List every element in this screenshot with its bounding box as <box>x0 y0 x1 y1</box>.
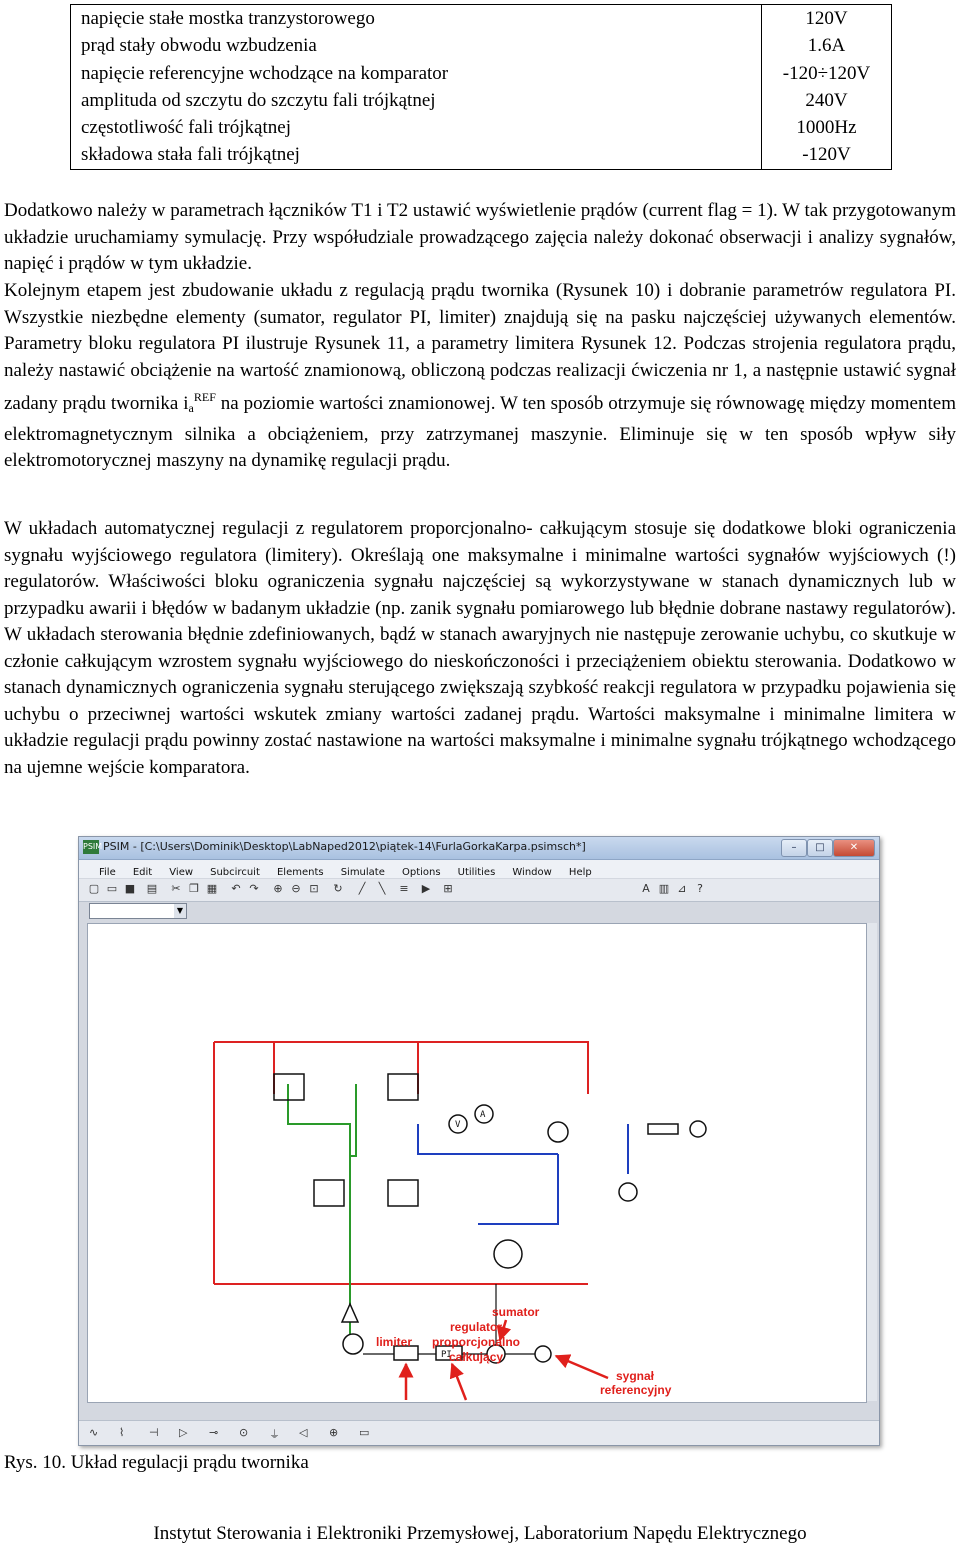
param-label: częstotliwość fali trójkątnej <box>81 117 291 139</box>
simview-icon[interactable]: ⊞ <box>443 882 453 895</box>
paragraph-current-flag: Dodatkowo należy w parametrach łączników T1 i T2 ustawić wyświetlenie prądów (current flag = 1). W tak przygotowanym układzie uruchamiamy symulację. Przy współudziale prowadzącego zajęcia należy dokonać obserwacji i analizy sygnałów, napięć i prądów w tym układzie. <box>4 200 956 274</box>
save-icon[interactable]: ■ <box>124 882 136 895</box>
print-icon[interactable]: ▤ <box>146 882 158 895</box>
param-label: napięcie stałe mostka tranzystorowego <box>81 8 375 29</box>
meter-v-label: V <box>455 1120 461 1130</box>
param-value: 1.6A <box>807 35 846 57</box>
menu-simulate[interactable]: Simulate <box>340 867 385 878</box>
inductor-icon[interactable]: ⌇ <box>119 1426 125 1439</box>
wire-icon[interactable]: ╱ <box>358 882 366 895</box>
chevron-down-icon[interactable]: ▼ <box>174 904 186 918</box>
pi-tool-icon[interactable]: ▭ <box>359 1426 370 1439</box>
superscript: REF <box>193 390 216 404</box>
new-file-icon[interactable]: ▢ <box>88 882 100 895</box>
undo-icon[interactable]: ↶ <box>231 882 241 895</box>
paragraph-text: na poziomie wartości znamionowej. W ten sposób otrzymuje się równowagę między momentem elektromagnetycznym silnika a obciążeniem, przy zatrzymanej maszynie. Eliminuje się w ten sposób wpływ siły elektromotorycznej maszyny na dynamikę regulacji prądu. <box>4 393 956 471</box>
switch-icon[interactable]: ⊸ <box>209 1426 219 1439</box>
page-footer: Instytut Sterowania i Elektroniki Przemysłowej, Laboratorium Napędu Elektrycznego <box>153 1523 807 1544</box>
annotation-signal-ref-1: sygnał <box>616 1369 655 1383</box>
figure-caption: Rys. 10. Układ regulacji prądu twornika <box>4 1452 309 1473</box>
menu-view[interactable]: View <box>169 867 194 878</box>
param-value: 120V <box>805 8 848 29</box>
diode-icon[interactable]: ▷ <box>179 1426 188 1439</box>
menu-subcircuit[interactable]: Subcircuit <box>210 867 260 878</box>
paragraph-limiters: W układach automatycznej regulacji z regulatorem proporcjonalno- całkującym stosuje się dodatkowe bloki ograniczenia sygnału wyjściowego regulatora (limitery). Określają one maksymalne i minimalne wartości sygnałów wyjściowych (!) regulatorów. Właściwości bloku ograniczenia sygnału najczęściej są wykorzystywane w stanach dynamicznych lub w przypadku awarii i błędów w badanym układzie (np. zanik sygnału pomiarowego lub błędnie dobrane nastawy regulatorów). W układach sterowania błędnie zdefiniowanych, bądź w stanach awaryjnych nie następuje zerowanie uchybu, co skutkuje w członie całkującym wzrostem sygnału wyjściowego do nieskończoności i przeciążeniem obiektu sterowania. Dodatkowo w stanach dynamicznych ograniczenia sygnału sterującego zwiększają szybkość reakcji regulatora w przypadku pojawienia się uchybu o przeciwnej wartości wskutek zmiany wartości zadanej prądu. Wartości maksymalne i minimalne limitera w układzie regulacji prądu powinny zostać nastawione na wartości maksymalne i minimalne sygnału trójkątnego wchodzącego na ujemne wejście komparatora. <box>4 518 956 778</box>
menu-options[interactable]: Options <box>401 867 441 878</box>
pi-block-label: PI <box>441 1350 452 1360</box>
annotation-regulator-1: regulator <box>450 1320 503 1334</box>
capacitor-icon[interactable]: ⊣ <box>149 1426 159 1439</box>
run-simulation-icon[interactable]: ▶ <box>421 882 431 895</box>
redo-icon[interactable]: ↷ <box>249 882 259 895</box>
psim-app-icon: PSIM <box>83 840 99 854</box>
paragraph-text: Kolejnym etapem jest zbudowanie układu z regulacją prądu twornika (Rysunek 10) i dobranie parametrów regulatora PI. Wszystkie niezbędne elementy (sumator, regulator PI, limiter) znajdują się na pasku najczęściej używanych elementów. Parametry bloku regulatora PI ilustruje Rysunek 11, a parametry limitera Rysunek 12. Podczas strojenia regulatora prądu, należy nastawić obciążenie na wartość znamionową, obliczoną podczas realizacji ćwiczenia nr 1, a następnie ustawić sygnał zadany prądu twornika i <box>4 280 956 414</box>
meter-a-label: A <box>480 1110 486 1120</box>
minimize-button[interactable]: – <box>781 839 807 857</box>
param-label: amplituda od szczytu do szczytu fali trójkątnej <box>81 89 436 111</box>
menu-file[interactable]: File <box>99 867 116 878</box>
cut-icon[interactable]: ✂ <box>171 882 181 895</box>
param-label: napięcie referencyjne wchodzące na komparator <box>81 62 449 84</box>
subscript: a <box>188 401 194 415</box>
sumator-tool-icon[interactable]: ⊕ <box>329 1426 339 1439</box>
open-folder-icon[interactable]: ▭ <box>106 882 118 895</box>
param-value: -120÷120V <box>782 62 871 84</box>
param-value: 1000Hz <box>796 117 857 139</box>
paste-icon[interactable]: ▦ <box>206 882 218 895</box>
annotation-regulator-3: całkujący <box>449 1350 504 1364</box>
param-label: prąd stały obwodu wzbudzenia <box>81 35 317 57</box>
annotation-regulator-2: proporcjonalno <box>432 1335 520 1349</box>
menu-window[interactable]: Window <box>512 867 552 878</box>
menu-help[interactable]: Help <box>568 867 592 878</box>
label-icon[interactable]: ╲ <box>378 882 386 895</box>
menu-elements[interactable]: Elements <box>276 867 324 878</box>
param-value: 240V <box>805 89 848 111</box>
maximize-button[interactable]: □ <box>807 839 833 857</box>
element-list-icon[interactable]: ≡ <box>399 882 409 895</box>
window-title: PSIM - [C:\Users\Dominik\Desktop\LabNaped2012\piątek-14\FurlaGorkaKarpa.psimsch*] <box>103 840 586 853</box>
zoom-out-icon[interactable]: ⊖ <box>291 882 301 895</box>
annotation-signal-ref-2: referencyjny <box>600 1383 672 1397</box>
param-label: składowa stała fali trójkątnej <box>81 144 300 166</box>
fit-icon[interactable]: ⊡ <box>309 882 319 895</box>
menu-edit[interactable]: Edit <box>132 867 153 878</box>
text-icon[interactable]: A <box>642 882 650 895</box>
annotation-limiter: limiter <box>376 1335 413 1349</box>
resistor-icon[interactable]: ∿ <box>89 1426 99 1439</box>
help-icon[interactable]: ? <box>697 882 703 895</box>
chart-icon[interactable]: ▥ <box>658 882 670 895</box>
annotation-sumator: sumator <box>492 1305 540 1319</box>
rotate-icon[interactable]: ↻ <box>333 882 343 895</box>
zoom-in-icon[interactable]: ⊕ <box>273 882 283 895</box>
ground-icon[interactable]: ⏚ <box>269 1428 280 1441</box>
probe-icon[interactable]: ⊿ <box>677 882 687 895</box>
close-button[interactable]: ✕ <box>833 839 875 857</box>
source-icon[interactable]: ⊙ <box>239 1426 249 1439</box>
menu-utilities[interactable]: Utilities <box>457 867 496 878</box>
param-value: -120V <box>802 144 851 166</box>
comparator-tool-icon[interactable]: ◁ <box>299 1426 308 1439</box>
copy-icon[interactable]: ❐ <box>189 882 199 895</box>
